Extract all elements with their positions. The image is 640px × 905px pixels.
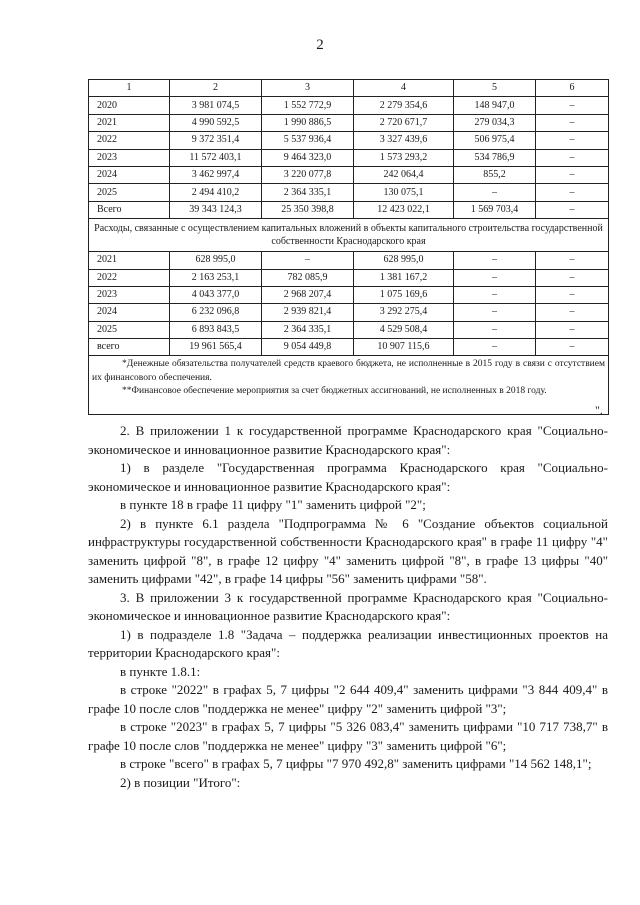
year-cell: 2022 (89, 269, 170, 286)
value-cell: 148 947,0 (454, 97, 536, 114)
value-cell: 2 163 253,1 (170, 269, 262, 286)
value-cell: – (536, 252, 609, 269)
table-body-top (89, 80, 609, 219)
value-cell: 1 075 169,6 (354, 286, 454, 303)
value-cell: – (454, 184, 536, 201)
header-cell: 5 (454, 80, 536, 97)
section-row (89, 219, 609, 252)
value-cell: 506 975,4 (454, 132, 536, 149)
table-header-row (89, 80, 609, 97)
year-cell: 2023 (89, 149, 170, 166)
value-cell: 2 494 410,2 (170, 184, 262, 201)
year-cell: 2022 (89, 132, 170, 149)
value-cell: 2 720 671,7 (354, 114, 454, 131)
value-cell: 5 537 936,4 (262, 132, 354, 149)
value-cell: – (536, 149, 609, 166)
value-cell: 2 939 821,4 (262, 304, 354, 321)
header-cell: 2 (170, 80, 262, 97)
notes-row (89, 356, 609, 415)
value-cell: 6 232 096,8 (170, 304, 262, 321)
value-cell: 2 279 354,6 (354, 97, 454, 114)
paragraph: в пункте 18 в графе 11 цифру "1" заменить цифрой "2"; (120, 497, 426, 512)
value-cell: 242 064,4 (354, 166, 454, 183)
note-2: **Финансовое обеспечение мероприятия за счет бюджетных ассигнований, не исполненных в 2018 году. (122, 386, 547, 397)
value-cell: 782 085,9 (262, 269, 354, 286)
table-row (89, 269, 609, 286)
table-row (89, 321, 609, 338)
year-cell: 2021 (89, 252, 170, 269)
value-cell: 25 350 398,8 (262, 201, 354, 218)
year-cell: Всего (89, 201, 170, 218)
header-cell: 3 (262, 80, 354, 97)
value-cell: 9 464 323,0 (262, 149, 354, 166)
value-cell: 3 981 074,5 (170, 97, 262, 114)
note-1: *Денежные обязательства получателей средств краевого бюджета, не исполненные в 2015 году в связи с отсутствием их финансового обеспечения. (92, 359, 605, 383)
table-notes (89, 356, 609, 415)
value-cell: 1 990 886,5 (262, 114, 354, 131)
table-row (89, 132, 609, 149)
table-row (89, 149, 609, 166)
value-cell: – (536, 286, 609, 303)
value-cell: – (536, 201, 609, 218)
value-cell: – (262, 252, 354, 269)
value-cell: 1 381 167,2 (354, 269, 454, 286)
table-row (89, 201, 609, 218)
value-cell: – (536, 184, 609, 201)
value-cell: 1 569 703,4 (454, 201, 536, 218)
year-cell: 2024 (89, 166, 170, 183)
value-cell: 2 968 207,4 (262, 286, 354, 303)
value-cell: 10 907 115,6 (354, 339, 454, 356)
value-cell: 4 529 508,4 (354, 321, 454, 338)
value-cell: 9 054 449,8 (262, 339, 354, 356)
year-cell: 2025 (89, 184, 170, 201)
value-cell: 3 292 275,4 (354, 304, 454, 321)
value-cell: 279 034,3 (454, 114, 536, 131)
value-cell: – (536, 97, 609, 114)
value-cell: – (536, 114, 609, 131)
financing-table (88, 79, 609, 415)
closing-quote: ". (595, 403, 603, 417)
value-cell: 1 552 772,9 (262, 97, 354, 114)
header-cell: 4 (354, 80, 454, 97)
table-row (89, 339, 609, 356)
section-title: Расходы, связанные с осуществлением капитальных вложений в объекты капитального строительства государственной собственности Краснодарского края (89, 219, 609, 252)
value-cell: 4 990 592,5 (170, 114, 262, 131)
header-cell: 6 (536, 80, 609, 97)
year-cell: 2021 (89, 114, 170, 131)
value-cell: – (454, 339, 536, 356)
paragraph: 2. В приложении 1 к государственной программе Краснодарского края "Социально-экономическое и инновационное развитие Краснодарского края": (88, 423, 608, 457)
header-cell: 1 (89, 80, 170, 97)
table-body-bottom (89, 252, 609, 356)
paragraph: в строке "2022" в графах 5, 7 цифры "2 644 409,4" заменить цифрами "3 844 409,4" в графе 10 после слов "поддержка не менее" цифру "2" заменить цифрой "3"; (88, 682, 608, 716)
value-cell: – (454, 304, 536, 321)
value-cell: – (536, 166, 609, 183)
year-cell: 2024 (89, 304, 170, 321)
value-cell: 130 075,1 (354, 184, 454, 201)
value-cell: 4 043 377,0 (170, 286, 262, 303)
value-cell: 2 364 335,1 (262, 184, 354, 201)
table-row (89, 184, 609, 201)
value-cell: 3 462 997,4 (170, 166, 262, 183)
year-cell: всего (89, 339, 170, 356)
table-row (89, 166, 609, 183)
year-cell: 2023 (89, 286, 170, 303)
value-cell: – (454, 321, 536, 338)
paragraph: 1) в разделе "Государственная программа Краснодарского края "Социально-экономическое и инновационное развитие Краснодарского края": (88, 460, 608, 494)
table-row (89, 304, 609, 321)
value-cell: – (454, 286, 536, 303)
value-cell: 11 572 403,1 (170, 149, 262, 166)
value-cell: – (536, 304, 609, 321)
paragraph: в строке "всего" в графах 5, 7 цифры "7 970 492,8" заменить цифрами "14 562 148,1"; (120, 756, 592, 771)
paragraph: 1) в подразделе 1.8 "Задача – поддержка реализации инвестиционных проектов на территории Краснодарского края": (88, 626, 608, 660)
value-cell: 19 961 565,4 (170, 339, 262, 356)
value-cell: – (536, 132, 609, 149)
value-cell: – (454, 269, 536, 286)
paragraph: 3. В приложении 3 к государственной программе Краснодарского края "Социально-экономическое и инновационное развитие Краснодарского края": (88, 589, 608, 623)
value-cell: – (536, 321, 609, 338)
year-cell: 2025 (89, 321, 170, 338)
year-cell: 2020 (89, 97, 170, 114)
value-cell: 3 220 077,8 (262, 166, 354, 183)
page-number: 2 (316, 37, 324, 53)
value-cell: 628 995,0 (354, 252, 454, 269)
value-cell: 534 786,9 (454, 149, 536, 166)
value-cell: – (454, 252, 536, 269)
body-text (88, 422, 608, 792)
value-cell: 3 327 439,6 (354, 132, 454, 149)
value-cell: 6 893 843,5 (170, 321, 262, 338)
table-row (89, 252, 609, 269)
paragraph: в строке "2023" в графах 5, 7 цифры "5 326 083,4" заменить цифрами "10 717 738,7" в графе 10 после слов "поддержка не менее" цифру "3" заменить цифрой "6"; (88, 719, 608, 753)
value-cell: 855,2 (454, 166, 536, 183)
paragraph: 2) в пункте 6.1 раздела "Подпрограмма № 6 "Создание объектов социальной инфраструктуры государственной собственности Краснодарского края" в графе 11 цифру "4" заменить цифрой "8", в графе 12 цифру "4" заменить цифрой "8", в графе 13 цифры "40" заменить цифрами "42", в графе 14 цифры "56" заменить цифрами "58". (88, 515, 608, 586)
paragraph: 2) в позиции "Итого": (120, 774, 241, 790)
table-row (89, 286, 609, 303)
value-cell: – (536, 339, 609, 356)
table-row (89, 114, 609, 131)
paragraph: в пункте 1.8.1: (120, 663, 201, 679)
value-cell: 12 423 022,1 (354, 201, 454, 218)
value-cell: – (536, 269, 609, 286)
value-cell: 39 343 124,3 (170, 201, 262, 218)
value-cell: 1 573 293,2 (354, 149, 454, 166)
value-cell: 2 364 335,1 (262, 321, 354, 338)
table-row (89, 97, 609, 114)
value-cell: 628 995,0 (170, 252, 262, 269)
value-cell: 9 372 351,4 (170, 132, 262, 149)
